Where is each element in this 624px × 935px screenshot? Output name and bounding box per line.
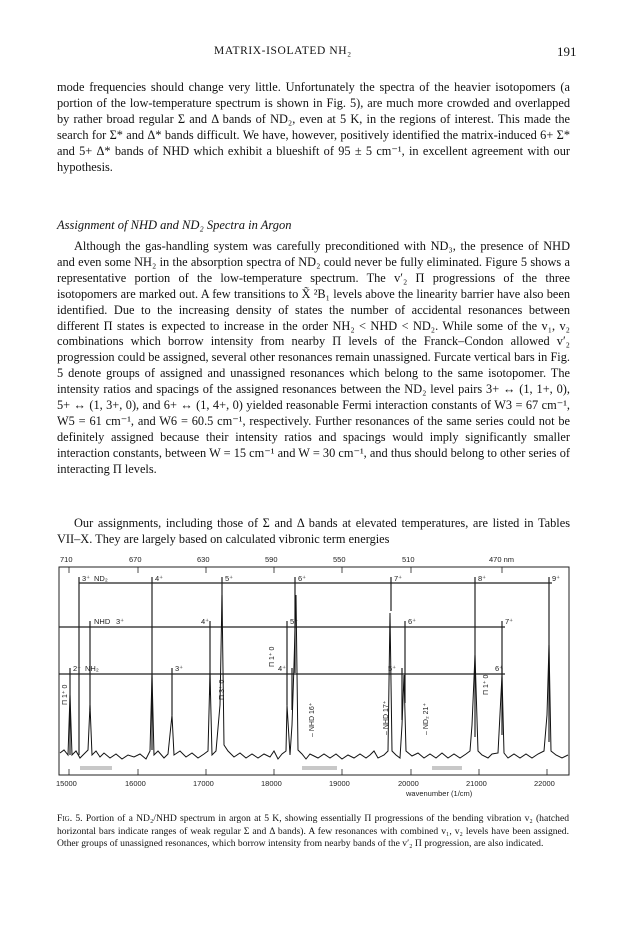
nhd-row-label: NHD <box>94 617 111 626</box>
figure-5-spectrum <box>52 555 577 805</box>
plot-frame <box>59 567 569 775</box>
nd2-level-label: 4⁺ <box>155 574 164 583</box>
nd2-level-label: 8⁺ <box>478 574 487 583</box>
bottom-axis-label: 20000 <box>398 779 419 788</box>
running-header: MATRIX-ISOLATED NH₂ <box>214 45 352 57</box>
nh2-level-label: 6⁺ <box>495 664 504 673</box>
bottom-axis-label: 21000 <box>466 779 487 788</box>
nh2-level-label: 4⁺ <box>278 664 287 673</box>
rotated-label: – NHD 17⁺ <box>383 700 390 735</box>
caption-text: Portion of a ND₂/NHD spectrum in argon at 5 K, showing essentially Π progressions of the bending vibration v₂ (hatched horizontal bars indicate ranges of weak regular Σ and Δ bands). A few resonances with combined v₁, v₂ levels have been assigned. Other groups of unassigned resonances, which borrow intensity from nearby bands of the v′₂ Π progression, are also indicated. <box>57 813 570 850</box>
top-axis-label: 550 <box>333 555 346 564</box>
top-axis-label: 670 <box>129 555 142 564</box>
rotated-label: Π 1⁺ 0 <box>269 646 276 667</box>
bottom-axis-label: 18000 <box>261 779 282 788</box>
rotated-label: Π 1⁺ 0 <box>62 684 69 705</box>
nh2-progression <box>59 668 505 755</box>
rotated-label: Π 3⁺ 0 <box>219 679 226 700</box>
nhd-level-label: 6⁺ <box>408 617 417 626</box>
top-axis-label: 470 nm <box>489 555 515 564</box>
top-axis-label: 630 <box>197 555 210 564</box>
nd2-level-label: 9⁺ <box>552 574 561 583</box>
page-number: 191 <box>557 44 577 59</box>
paragraph-1: mode frequencies should change very little. Unfortunately the spectra of the heavier isotopomers (a portion of the low-temperature spectrum is shown in Fig. 5), are much more crowded and overlapped by rather broad regular Σ and Δ bands of ND₂, even at 5 K, in the regions of interest. This made the search for Σ* and Δ* bands difficult. We have, however, positively identified the matrix-induced 6+ Σ* and 5+ Δ* bands of NHD which exhibit a blueshift of 95 ± 5 cm⁻¹, in excellent agreement with our hypothesis. <box>57 80 570 174</box>
nd2-level-label: 7⁺ <box>394 574 403 583</box>
nhd-start-label: 3⁺ <box>116 617 125 626</box>
rotated-label: – NHD 16⁺ <box>309 702 316 737</box>
nd2-row-label: ND₂ <box>94 574 108 583</box>
nd2-level-label: 5⁺ <box>225 574 234 583</box>
rotated-label: – ND₂ 21⁺ <box>423 702 430 735</box>
top-axis-label: 710 <box>60 555 73 564</box>
paragraph-3: Our assignments, including those of Σ and Δ bands at elevated temperatures, are listed in Tables VII–X. They are largely based on calculated vibronic term energies <box>57 516 570 546</box>
hatched-bars <box>80 767 462 769</box>
nhd-level-label: 4⁺ <box>201 617 210 626</box>
top-axis-label: 510 <box>402 555 415 564</box>
rotated-label: Π 1⁺ 0 <box>483 674 490 695</box>
bottom-axis-label: 17000 <box>193 779 214 788</box>
bottom-axis-label: 22000 <box>534 779 555 788</box>
nd2-start-label: 3⁺ <box>82 574 91 583</box>
figure-caption <box>57 813 569 851</box>
nd2-level-label: 6⁺ <box>298 574 307 583</box>
x-axis-title: wavenumber (1/cm) <box>406 789 473 798</box>
bottom-axis-label: 19000 <box>329 779 350 788</box>
nhd-level-label: 7⁺ <box>505 617 514 626</box>
nh2-level-label: 3⁺ <box>175 664 184 673</box>
paragraph-2: Although the gas-handling system was carefully preconditioned with ND₃, the presence of NHD and even some NH₂ in the absorption spectra of ND₂ could never be fully eliminated. Figure 5 shows a representative portion of the low-temperature spectrum. The v′₂ Π progressions of the three isotopomers are marked out. A few transitions to X̃ ²B₁ levels above the linearity barrier have also been identified. Due to the increasing density of states the number of accidental resonances between different Π states is expected to increase in the order NH₂ < NHD < ND₂. While some of the v₁, v₂ combinations which borrow intensity from nearby Π levels of the Franck–Condon allowed v′₂ progression could be assigned, several other resonances remain unassigned. Furcate vertical bars in Fig. 5 denote groups of assigned and unassigned resonances which belong to the same isotopomer. The intensity ratios and spacings of the assigned resonances between the ND₂ level pairs 3+ ↔ (1, 1+, 0), 5+ ↔ (1, 3+, 0), and 6+ ↔ (1, 4+, 0) yielded reasonable Fermi interaction constants of W3 = 67 cm⁻¹, W5 = 61 cm⁻¹, and W6 = 60.5 cm⁻¹, respectively. Further resonances of the same series could not be definitely assigned because their intensity ratios and spacings would imply significantly smaller interaction constants, between W = 15 cm⁻¹ and W = 30 cm⁻¹, and thus should belong to other series of interacting Π levels. <box>57 239 570 476</box>
nh2-row-label: NH₂ <box>85 664 99 673</box>
spectrum-plot <box>52 555 577 805</box>
nh2-level-label: 5⁺ <box>388 664 397 673</box>
top-axis-label: 590 <box>265 555 278 564</box>
section-heading: Assignment of NHD and ND₂ Spectra in Argon <box>57 218 292 232</box>
bottom-axis-label: 15000 <box>56 779 77 788</box>
bottom-axis-label: 16000 <box>125 779 146 788</box>
nhd-level-label: 5⁺ <box>290 617 299 626</box>
caption-label: Fig. 5. <box>57 813 83 824</box>
nh2-start-label: 2⁺ <box>73 664 82 673</box>
